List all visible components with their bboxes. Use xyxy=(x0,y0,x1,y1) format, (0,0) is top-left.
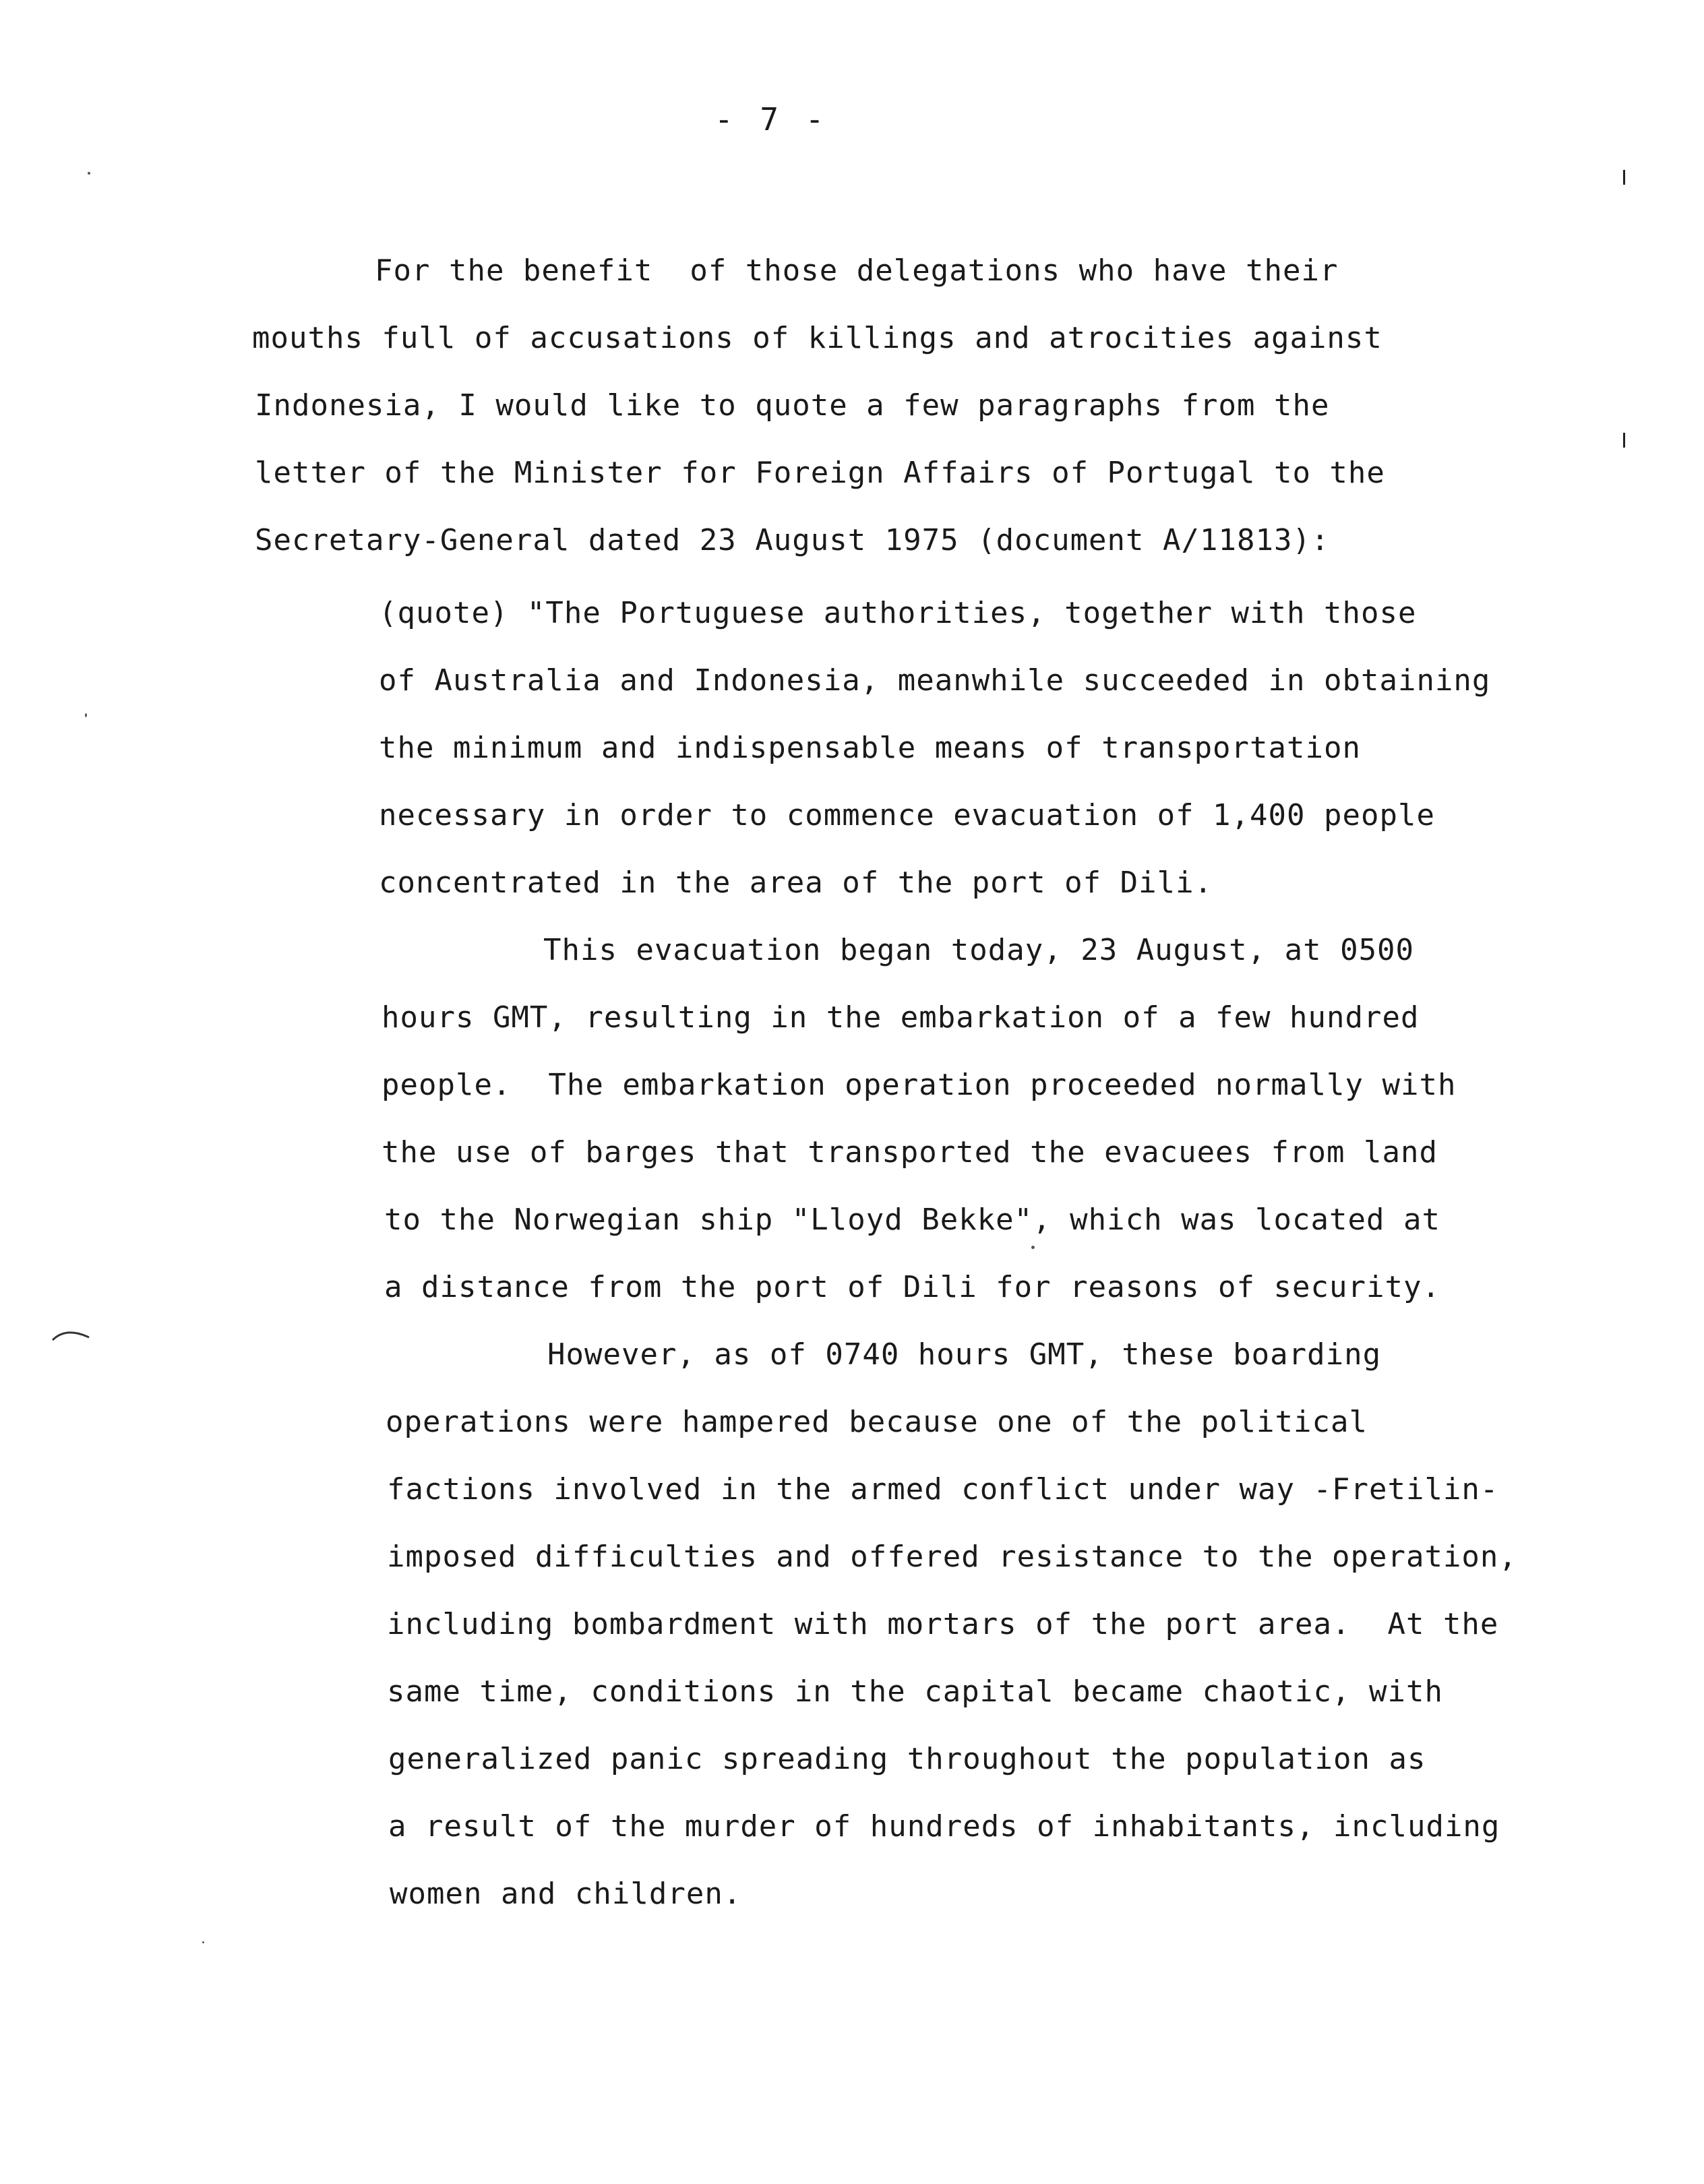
quote3-line-8: a result of the murder of hundreds of inhabitants, including xyxy=(388,1809,1500,1844)
quote1-line-4: necessary in order to commence evacuation of 1,400 people xyxy=(379,798,1435,832)
intro-line-3: Indonesia, I would like to quote a few paragraphs from the xyxy=(255,388,1330,423)
intro-line-5: Secretary-General dated 23 August 1975 (document A/11813): xyxy=(255,523,1330,557)
intro-line-4: letter of the Minister for Foreign Affairs of Portugal to the xyxy=(255,456,1385,490)
speck xyxy=(1031,1246,1035,1249)
quote3-line-1: However, as of 0740 hours GMT, these boarding xyxy=(547,1337,1382,1372)
quote2-line-5: to the Norwegian ship "Lloyd Bekke", which was located at xyxy=(384,1203,1440,1237)
quote3-line-7: generalized panic spreading throughout the population as xyxy=(388,1742,1426,1776)
quote3-line-2: operations were hampered because one of the political xyxy=(386,1405,1368,1439)
quote3-line-3: factions involved in the armed conflict under way -Fretilin- xyxy=(387,1472,1499,1507)
quote3-line-6: same time, conditions in the capital became chaotic, with xyxy=(387,1674,1443,1709)
quote1-line-2: of Australia and Indonesia, meanwhile succeeded in obtaining xyxy=(379,663,1491,698)
quote2-line-3: people. The embarkation operation proceeded normally with xyxy=(382,1068,1457,1102)
quote1-line-1: (quote) "The Portuguese authorities, together with those xyxy=(379,596,1417,630)
margin-mark xyxy=(1623,170,1625,185)
quote1-line-3: the minimum and indispensable means of transportation xyxy=(379,731,1361,765)
quote2-line-1: This evacuation began today, 23 August, at 0500 xyxy=(543,933,1415,967)
margin-scribble xyxy=(51,1325,92,1345)
quote3-line-4: imposed difficulties and offered resistance to the operation, xyxy=(387,1540,1517,1574)
quote2-line-2: hours GMT, resulting in the embarkation of a few hundred xyxy=(382,1000,1420,1035)
speck xyxy=(85,713,87,717)
quote2-line-4: the use of barges that transported the evacuees from land xyxy=(382,1135,1438,1170)
quote2-line-6: a distance from the port of Dili for reasons of security. xyxy=(384,1270,1440,1304)
quote3-line-9: women and children. xyxy=(390,1877,742,1911)
quote3-line-5: including bombardment with mortars of the port area. At the xyxy=(387,1607,1499,1641)
intro-line-1: For the benefit of those delegations who have their xyxy=(375,253,1339,288)
margin-mark xyxy=(1623,433,1625,448)
intro-line-2: mouths full of accusations of killings and atrocities against xyxy=(252,321,1382,355)
speck xyxy=(202,1941,204,1943)
speck xyxy=(88,172,90,175)
quote1-line-5: concentrated in the area of the port of Dili. xyxy=(379,866,1213,900)
page-number: - 7 - xyxy=(714,101,828,138)
